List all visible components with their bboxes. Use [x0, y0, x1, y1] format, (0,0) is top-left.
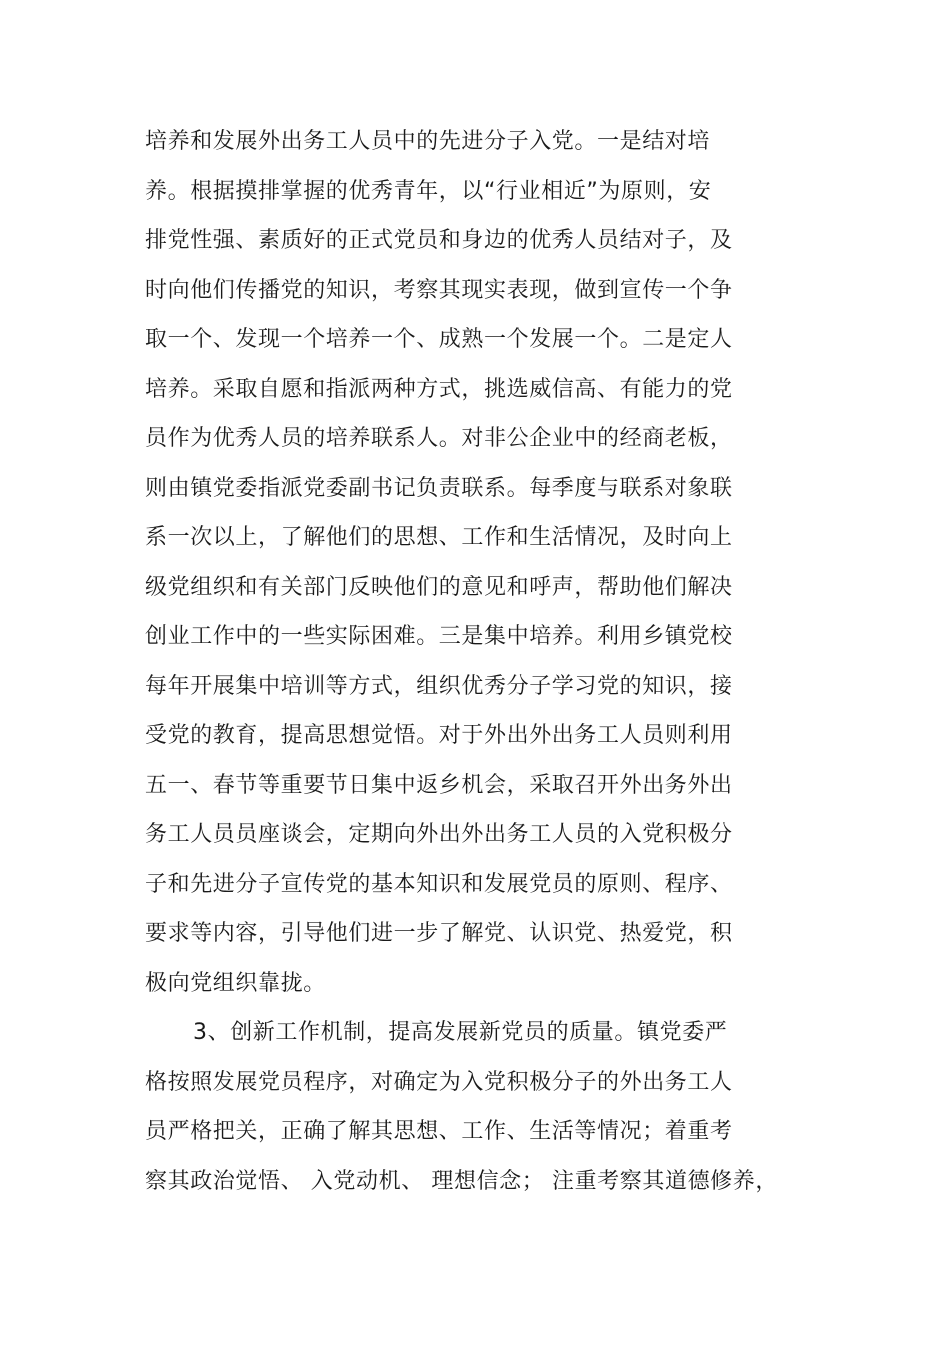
text-line: 每年开展集中培训等方式，组织优秀分子学习党的知识，接	[145, 673, 733, 699]
text-line: 排党性强、素质好的正式党员和身边的优秀人员结对子，及	[145, 228, 733, 253]
text-line: 创业工作中的一些实际困难。三是集中培养。利用乡镇党校	[145, 624, 733, 649]
text-line: 五一、春节等重要节日集中返乡机会，采取召开外出务外出	[145, 772, 733, 798]
text-line: 格按照发展党员程序，对确定为入党积极分子的外出务工人	[145, 1069, 733, 1095]
text-line: 则由镇党委指派党委副书记负责联系。每季度与联系对象联	[145, 475, 733, 501]
text-line: 要求等内容，引导他们进一步了解党、认识党、热爱党，积	[145, 921, 733, 946]
text-line: 极向党组织靠拢。	[145, 970, 326, 996]
paragraph-start-line: 3、创新工作机制，提高发展新党员的质量。镇党委严	[193, 1020, 728, 1045]
body-text	[145, 122, 825, 1211]
text-line: 系一次以上，了解他们的思想、工作和生活情况，及时向上	[145, 525, 733, 550]
text-line: 子和先进分子宣传党的基本知识和发展党员的原则、程序、	[145, 871, 733, 897]
text-line: 员严格把关，正确了解其思想、工作、生活等情况；着重考	[145, 1119, 733, 1144]
text-line: 员作为优秀人员的培养联系人。对非公企业中的经商老板，	[145, 426, 733, 451]
text-line: 级党组织和有关部门反映他们的意见和呼声，帮助他们解决	[145, 574, 733, 600]
text-line: 察其政治觉悟、 入党动机、 理想信念； 注重考察其道德修养，	[145, 1168, 778, 1194]
text-line: 养。根据摸排掌握的优秀青年，以“行业相近”为原则，安	[145, 178, 712, 204]
text-line: 培养。采取自愿和指派两种方式，挑选威信高、有能力的党	[145, 376, 733, 402]
text-line: 受党的教育，提高思想觉悟。对于外出外出务工人员则利用	[145, 723, 733, 748]
text-line: 取一个、发现一个培养一个、成熟一个发展一个。二是定人	[145, 327, 733, 352]
text-line: 时向他们传播党的知识，考察其现实表现，做到宣传一个争	[145, 277, 733, 303]
text-line: 培养和发展外出务工人员中的先进分子入党。一是结对培	[145, 129, 711, 154]
text-line: 务工人员员座谈会，定期向外出外出务工人员的入党积极分	[145, 822, 733, 847]
